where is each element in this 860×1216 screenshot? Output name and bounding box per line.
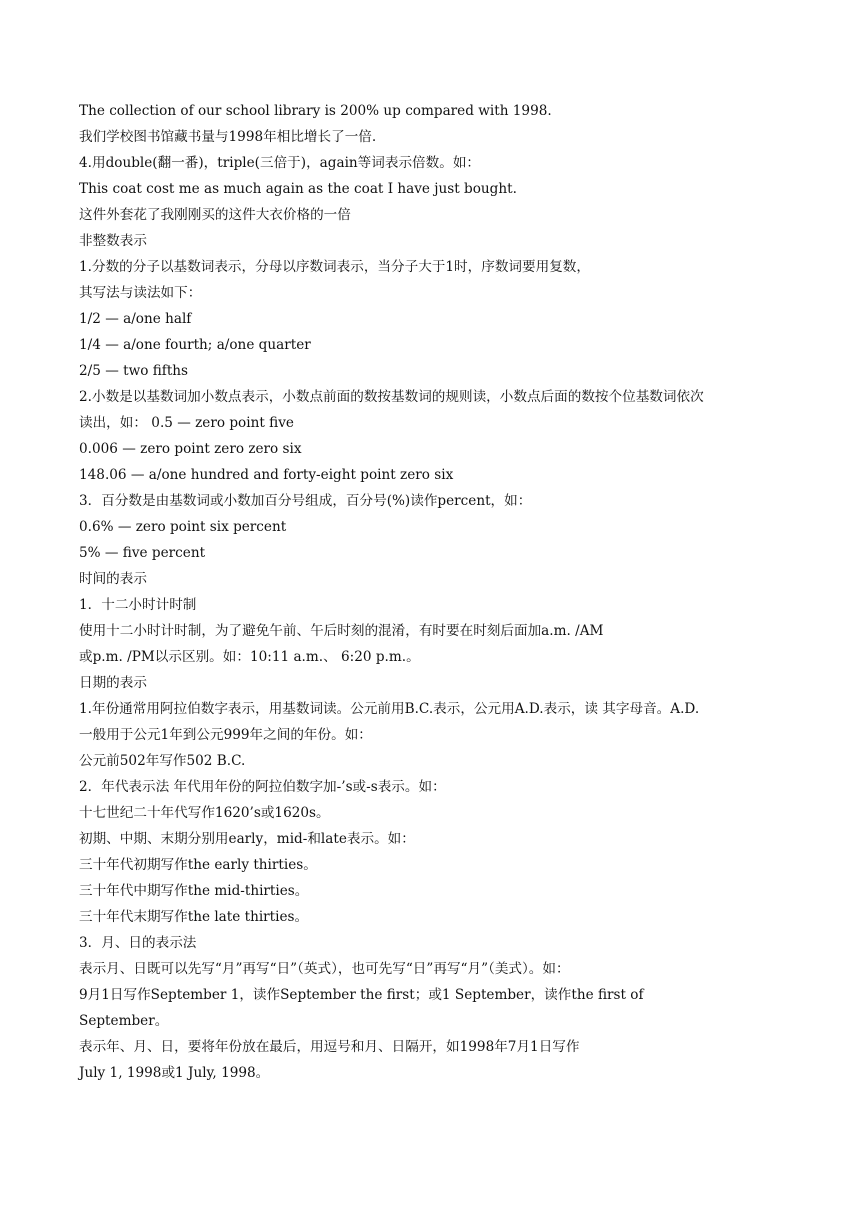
- text-line: 3．百分数是由基数词或小数加百分号组成，百分号(%)读作percent，如：: [79, 493, 532, 509]
- text-line: 读出，如： 0.5 — zero point five: [79, 415, 294, 431]
- text-line: 1/4 — a/one fourth; a/one quarter: [79, 337, 311, 353]
- text-line: 2/5 — two fifths: [79, 363, 189, 379]
- text-line: 或p.m. /PM以示区别。如：10:11 a.m.、 6:20 p.m.。: [79, 649, 420, 665]
- text-line: 公元前502年写作502 B.C.: [79, 753, 246, 769]
- text-line: 3．月、日的表示法: [79, 935, 197, 951]
- text-line: 表示月、日既可以先写“月”再写“日”（英式），也可先写“日”再写“月”（美式）。如：: [79, 961, 570, 977]
- text-line: The collection of our school library is 200% up compared with 1998.: [79, 103, 552, 119]
- text-line: 非整数表示: [79, 233, 147, 249]
- text-line: 1/2 — a/one half: [79, 311, 192, 327]
- text-line: July 1, 1998或1 July, 1998。: [79, 1065, 270, 1081]
- text-line: 我们学校图书馆藏书量与1998年相比增长了一倍.: [79, 129, 377, 145]
- text-line: September。: [79, 1013, 169, 1029]
- text-line: 十七世纪二十年代写作1620’s或1620s。: [79, 805, 330, 821]
- text-line: 148.06 — a/one hundred and forty-eight point zero six: [79, 467, 454, 483]
- text-line: 使用十二小时计时制，为了避免午前、午后时刻的混淆，有时要在时刻后面加a.m. /AM: [79, 623, 604, 639]
- text-line: 0.006 — zero point zero zero six: [79, 441, 302, 457]
- text-line: 其写法与读法如下：: [79, 285, 202, 301]
- text-line: 2.小数是以基数词加小数点表示，小数点前面的数按基数词的规则读，小数点后面的数按个位基数词依次: [79, 389, 704, 405]
- text-line: 一般用于公元1年到公元999年之间的年份。如：: [79, 727, 372, 743]
- text-line: 1．十二小时计时制: [79, 597, 197, 613]
- text-line: 2．年代表示法 年代用年份的阿拉伯数字加-’s或-s表示。如：: [79, 779, 446, 795]
- text-line: 5% — five percent: [79, 545, 206, 561]
- text-line: 0.6% — zero point six percent: [79, 519, 287, 535]
- text-line: 表示年、月、日，要将年份放在最后，用逗号和月、日隔开，如1998年7月1日写作: [79, 1039, 580, 1055]
- text-line: 初期、中期、末期分别用early，mid-和late表示。如：: [79, 831, 415, 847]
- text-line: 1.分数的分子以基数词表示，分母以序数词表示，当分子大于1时，序数词要用复数，: [79, 259, 590, 275]
- text-line: 1.年份通常用阿拉伯数字表示，用基数词读。公元前用B.C.表示，公元用A.D.表示，读 其字母音。A.D.: [79, 701, 700, 717]
- text-line: 4.用double(翻一番)，triple(三倍于)，again等词表示倍数。如：: [79, 155, 481, 171]
- text-line: 这件外套花了我刚刚买的这件大衣价格的一倍: [79, 207, 351, 223]
- text-line: 三十年代末期写作the late thirties。: [79, 909, 309, 925]
- text-line: 时间的表示: [79, 571, 147, 587]
- text-line: 日期的表示: [79, 675, 147, 691]
- text-line: 三十年代初期写作the early thirties。: [79, 857, 317, 873]
- text-line: This coat cost me as much again as the coat I have just bought.: [79, 181, 517, 197]
- text-line: 三十年代中期写作the mid-thirties。: [79, 883, 309, 899]
- document-body: [79, 98, 789, 1086]
- text-line: 9月1日写作September 1，读作September the first；或1 September，读作the first of: [79, 987, 644, 1003]
